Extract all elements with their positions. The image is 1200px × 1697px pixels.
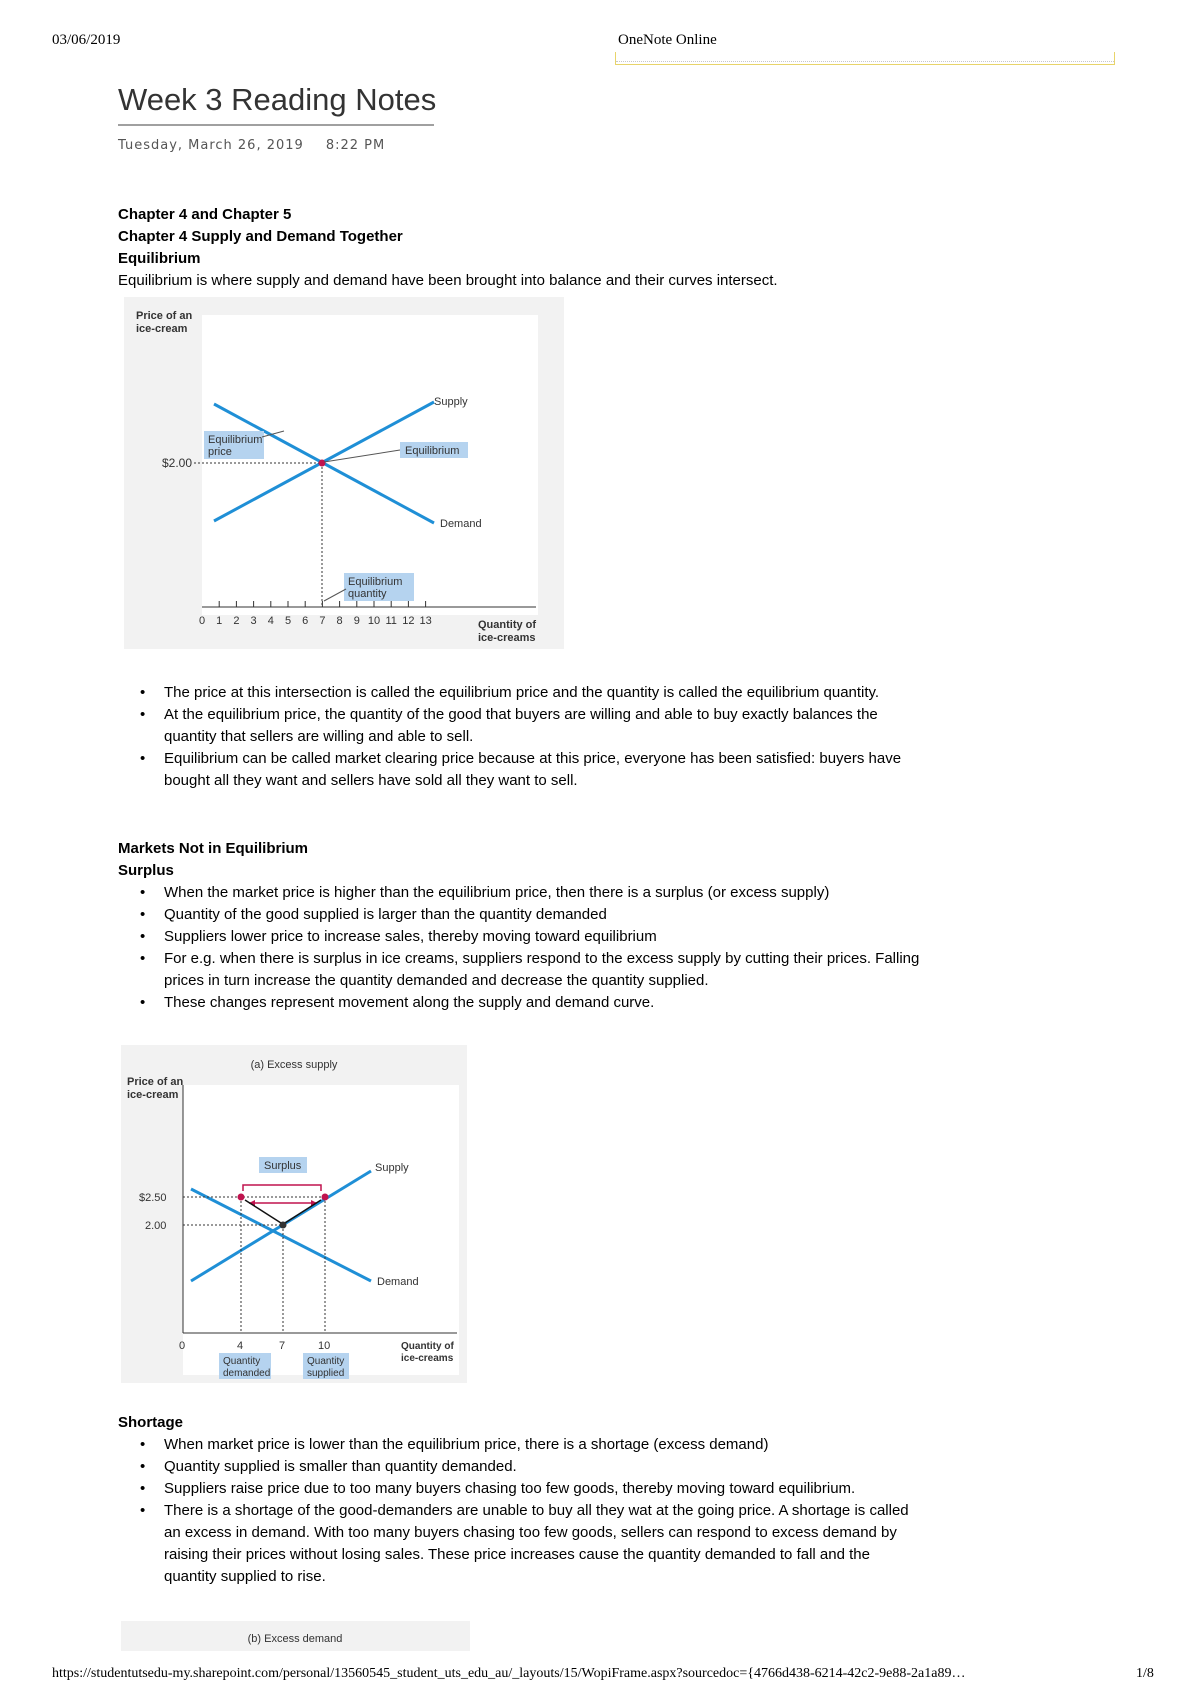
- equilibrium-quantity-label-1: Equilibrium: [348, 576, 403, 588]
- list-item: • Quantity of the good supplied is larger than the quantity demanded: [118, 904, 924, 926]
- print-date: 03/06/2019: [52, 32, 121, 48]
- heading-chapters: Chapter 4 and Chapter 5: [118, 206, 292, 223]
- quantity-supplied-label-1: Quantity: [307, 1356, 345, 1367]
- equilibrium-intro: Equilibrium is where supply and demand have been brought into balance and their curves intersect.: [118, 272, 778, 289]
- x-tick-label: 2: [233, 615, 240, 627]
- quantity-demanded-label-1: Quantity: [223, 1356, 261, 1367]
- surplus-label: Surplus: [264, 1160, 302, 1172]
- page-url: https://studentutsedu-my.sharepoint.com/personal/13560545_student_uts_edu_au/_layouts/15/WopiFrame.aspx?sourcedoc={4766d438-6214-42c2-9e88-2a1a89…: [52, 1666, 966, 1681]
- demand-point: [238, 1194, 245, 1201]
- demand-label: Demand: [440, 518, 482, 530]
- list-item: • At the equilibrium price, the quantity of the good that buyers are willing and able to buy exactly balances the quantity that sellers are willing and able to sell.: [118, 704, 924, 748]
- x-tick-label: 5: [284, 615, 292, 627]
- heading-surplus: Surplus: [118, 862, 174, 879]
- x-tick-label: 13: [419, 615, 432, 627]
- page-timestamp: [118, 138, 407, 153]
- plot-area: [183, 1085, 459, 1375]
- x-tick-label: 7: [319, 615, 326, 627]
- y-axis-label-1: Price of an: [136, 310, 193, 322]
- y-axis-label-1: Price of an: [127, 1076, 184, 1088]
- excess-supply-figure: [121, 1045, 467, 1383]
- x-axis-label-1: Quantity of: [401, 1341, 454, 1352]
- excess-demand-chart: [121, 1621, 470, 1651]
- equilibrium-bullets: [118, 682, 924, 792]
- list-item: • Suppliers raise price due to too many buyers chasing too few goods, thereby moving toward equilibrium.: [118, 1478, 924, 1500]
- supply-label: Supply: [434, 396, 468, 408]
- x-tick-label: 11: [385, 615, 397, 627]
- list-item: • When market price is lower than the equilibrium price, there is a shortage (excess demand): [118, 1434, 924, 1456]
- demand-label: Demand: [377, 1276, 419, 1288]
- quantity-supplied-label-2: supplied: [307, 1368, 345, 1379]
- page-date: Tuesday, March 26, 2019: [118, 138, 304, 153]
- list-item: • Suppliers lower price to increase sales, thereby moving toward equilibrium: [118, 926, 924, 948]
- quantity-demanded-label-2: demanded: [223, 1368, 271, 1379]
- page-time: 8:22 PM: [325, 138, 386, 153]
- price-tick-label: $2.00: [162, 456, 193, 470]
- x-tick-label: 10: [367, 615, 381, 627]
- supply-label: Supply: [375, 1162, 409, 1174]
- page-number: 1/8: [1136, 1666, 1154, 1681]
- heading-shortage: Shortage: [118, 1414, 184, 1431]
- list-item: • Equilibrium can be called market clearing price because at this price, everyone has been satisfied: buyers have bought all they want and sellers have sold all they want to sell.: [118, 748, 924, 792]
- supply-point: [322, 1194, 329, 1201]
- page-title: Week 3 Reading Notes: [118, 82, 437, 117]
- x-tick-label: 6: [302, 615, 309, 627]
- x-axis-label-2: ice-creams: [401, 1353, 454, 1364]
- equilibrium-figure: [124, 297, 564, 649]
- list-item: • Quantity supplied is smaller than quantity demanded.: [118, 1456, 924, 1478]
- y-axis-label-2: ice-cream: [127, 1089, 179, 1101]
- list-item: • The price at this intersection is called the equilibrium price and the quantity is called the equilibrium quantity.: [118, 682, 924, 704]
- x-tick-label: 0: [198, 615, 206, 627]
- x-tick-10: 10: [318, 1340, 331, 1352]
- equilibrium-quantity-label-2: quantity: [348, 588, 387, 600]
- y-axis-label-2: ice-cream: [136, 323, 188, 335]
- excess-supply-chart: [121, 1045, 467, 1383]
- equilibrium-price-label-1: Equilibrium: [208, 434, 263, 446]
- app-name: OneNote Online: [618, 32, 717, 48]
- equilibrium-point: [319, 460, 326, 467]
- heading-chapter4: Chapter 4 Supply and Demand Together: [118, 228, 403, 245]
- x-tick-7: 7: [279, 1340, 286, 1352]
- list-item: • For e.g. when there is surplus in ice creams, suppliers respond to the excess supply by cutting their prices. Falling prices in turn increase the quantity demanded and decrease the quantity supplied.: [118, 948, 924, 992]
- equilibrium-point: [280, 1222, 287, 1229]
- heading-equilibrium: Equilibrium: [118, 250, 201, 267]
- x-tick-label: 9: [353, 615, 360, 627]
- title-underline: [118, 124, 434, 126]
- x-axis-label-2: ice-creams: [478, 632, 536, 644]
- list-item: • When the market price is higher than the equilibrium price, then there is a surplus (or excess supply): [118, 882, 924, 904]
- figure-title: (a) Excess supply: [250, 1059, 338, 1071]
- plot-area: [202, 315, 538, 615]
- onenote-toolbar-strip: [615, 52, 1115, 65]
- list-item: • There is a shortage of the good-demanders are unable to buy all they wat at the going price. A shortage is called an excess in demand. With too many buyers chasing too few goods, sellers can respond to excess demand by raising their prices without losing sales. These price increases cause the quantity demanded to fall and the quantity supplied to rise.: [118, 1500, 924, 1588]
- x-tick-label: 12: [402, 615, 415, 627]
- x-tick-4: 4: [237, 1340, 244, 1352]
- x-tick-label: 3: [250, 615, 257, 627]
- price-250-label: $2.50: [139, 1192, 167, 1204]
- surplus-bullets: [118, 882, 924, 1014]
- x-tick-label: 8: [336, 615, 343, 627]
- equilibrium-price-label-2: price: [208, 446, 232, 458]
- shortage-bullets: [118, 1434, 924, 1588]
- price-200-label: 2.00: [145, 1220, 167, 1232]
- equilibrium-label: Equilibrium: [405, 445, 460, 457]
- x-tick-0: 0: [179, 1340, 186, 1352]
- figure-title: (b) Excess demand: [247, 1633, 343, 1645]
- x-tick-label: 1: [216, 615, 223, 627]
- excess-demand-figure: [121, 1621, 470, 1651]
- x-axis-label-1: Quantity of: [478, 619, 537, 631]
- heading-markets-not-in-equilibrium: Markets Not in Equilibrium: [118, 840, 309, 857]
- equilibrium-chart: [124, 297, 564, 649]
- x-tick-label: 4: [267, 615, 274, 627]
- list-item: • These changes represent movement along the supply and demand curve.: [118, 992, 924, 1014]
